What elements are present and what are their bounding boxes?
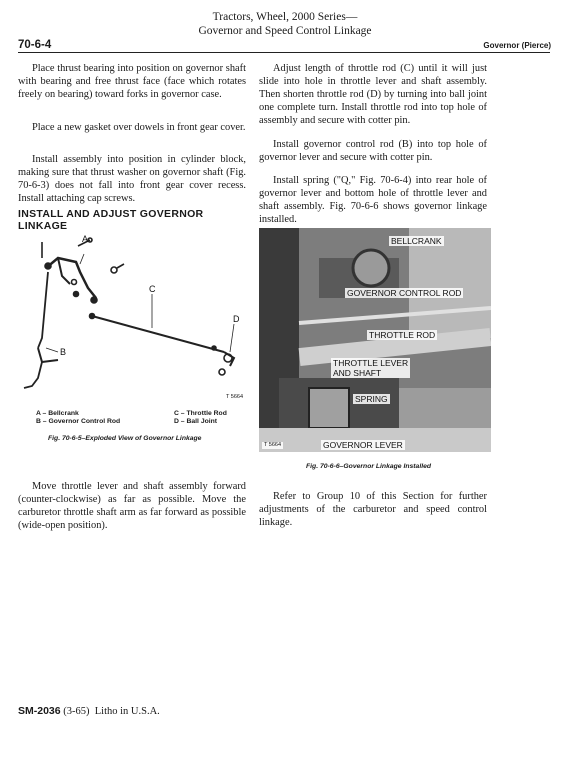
footer-litho: Litho in U.S.A. — [94, 706, 160, 717]
figure-ref-right: T 5664 — [264, 442, 282, 448]
installed-linkage-photo — [259, 228, 491, 452]
footer — [18, 705, 160, 717]
photo-label-control-rod: GOVERNOR CONTROL ROD — [347, 288, 462, 298]
left-para-3: Install assembly into position in cylinder block, making sure that thrust washer on governor shaft (Fig. 70-6-3) does not fall into front gear cover recess. Install attaching cap screws. — [18, 154, 246, 205]
legend-a: A – Bellcrank — [36, 410, 79, 417]
photo-label-bellcrank: BELLCRANK — [391, 236, 442, 246]
header-title-line2: Governor and Speed Control Linkage — [198, 25, 372, 37]
legend-b: B – Governor Control Rod — [36, 418, 121, 425]
callout-c: C — [149, 284, 156, 294]
figure-ref-left: T 5664 — [226, 394, 244, 400]
callout-d: D — [233, 314, 240, 324]
exploded-linkage-drawing — [18, 228, 246, 406]
right-para-2: Install governor control rod (B) into top hole of governor lever and secure with cotter pin. — [259, 139, 487, 164]
photo-label-governor-lever: GOVERNOR LEVER — [323, 440, 403, 450]
footer-date: (3-65) — [63, 706, 90, 717]
right-para-3: Install spring ("Q," Fig. 70-6-4) into rear hole of governor lever and bottom hole of throttle lever and shaft assembly. Fig. 70-6-6 shows governor linkage installed. — [259, 175, 487, 226]
section-heading: INSTALL AND ADJUST GOVERNOR LINKAGE — [18, 208, 204, 232]
section-label: Governor (Pierce) — [483, 41, 551, 50]
photo-label-spring: SPRING — [355, 394, 388, 404]
callout-b: B — [60, 347, 67, 357]
header-rule — [18, 52, 550, 53]
legend-d: D – Ball Joint — [174, 418, 218, 425]
figure-caption-left: Fig. 70-6-5–Exploded View of Governor Linkage — [48, 435, 202, 442]
photo-label-throttle-lever: THROTTLE LEVER AND SHAFT — [333, 358, 409, 378]
footer-code: SM-2036 — [18, 705, 61, 717]
right-para-4: Refer to Group 10 of this Section for further adjustments of the carburetor and speed control linkage. — [259, 491, 487, 529]
legend-c: C – Throttle Rod — [174, 410, 227, 417]
callout-a: A — [82, 234, 89, 244]
header-title-line1: Tractors, Wheel, 2000 Series— — [212, 11, 358, 23]
photo-background — [259, 228, 491, 452]
figure-caption-right: Fig. 70-6-6–Governor Linkage Installed — [306, 463, 432, 470]
page-number: 70-6-4 — [18, 39, 52, 51]
right-para-1: Adjust length of throttle rod (C) until it will just slide into hole in throttle lever and shaft assembly. Then shorten throttle rod (D) by turning into ball joint one complete turn. Install throttle rod into top hole of assembly and secure with cotter pin. — [259, 63, 487, 127]
left-para-2: Place a new gasket over dowels in front gear cover. — [32, 122, 246, 133]
photo-label-throttle-rod: THROTTLE ROD — [369, 330, 436, 340]
left-para-4: Move throttle lever and shaft assembly forward (counter-clockwise) as far as possible. Move the carburetor throttle shaft arm as far forward as possible (wide-open position). — [18, 481, 246, 532]
left-para-1: Place thrust bearing into position on governor shaft with bearing and free thrust face (face which rotates freely on bearing) toward forks in governor case. — [18, 63, 246, 101]
